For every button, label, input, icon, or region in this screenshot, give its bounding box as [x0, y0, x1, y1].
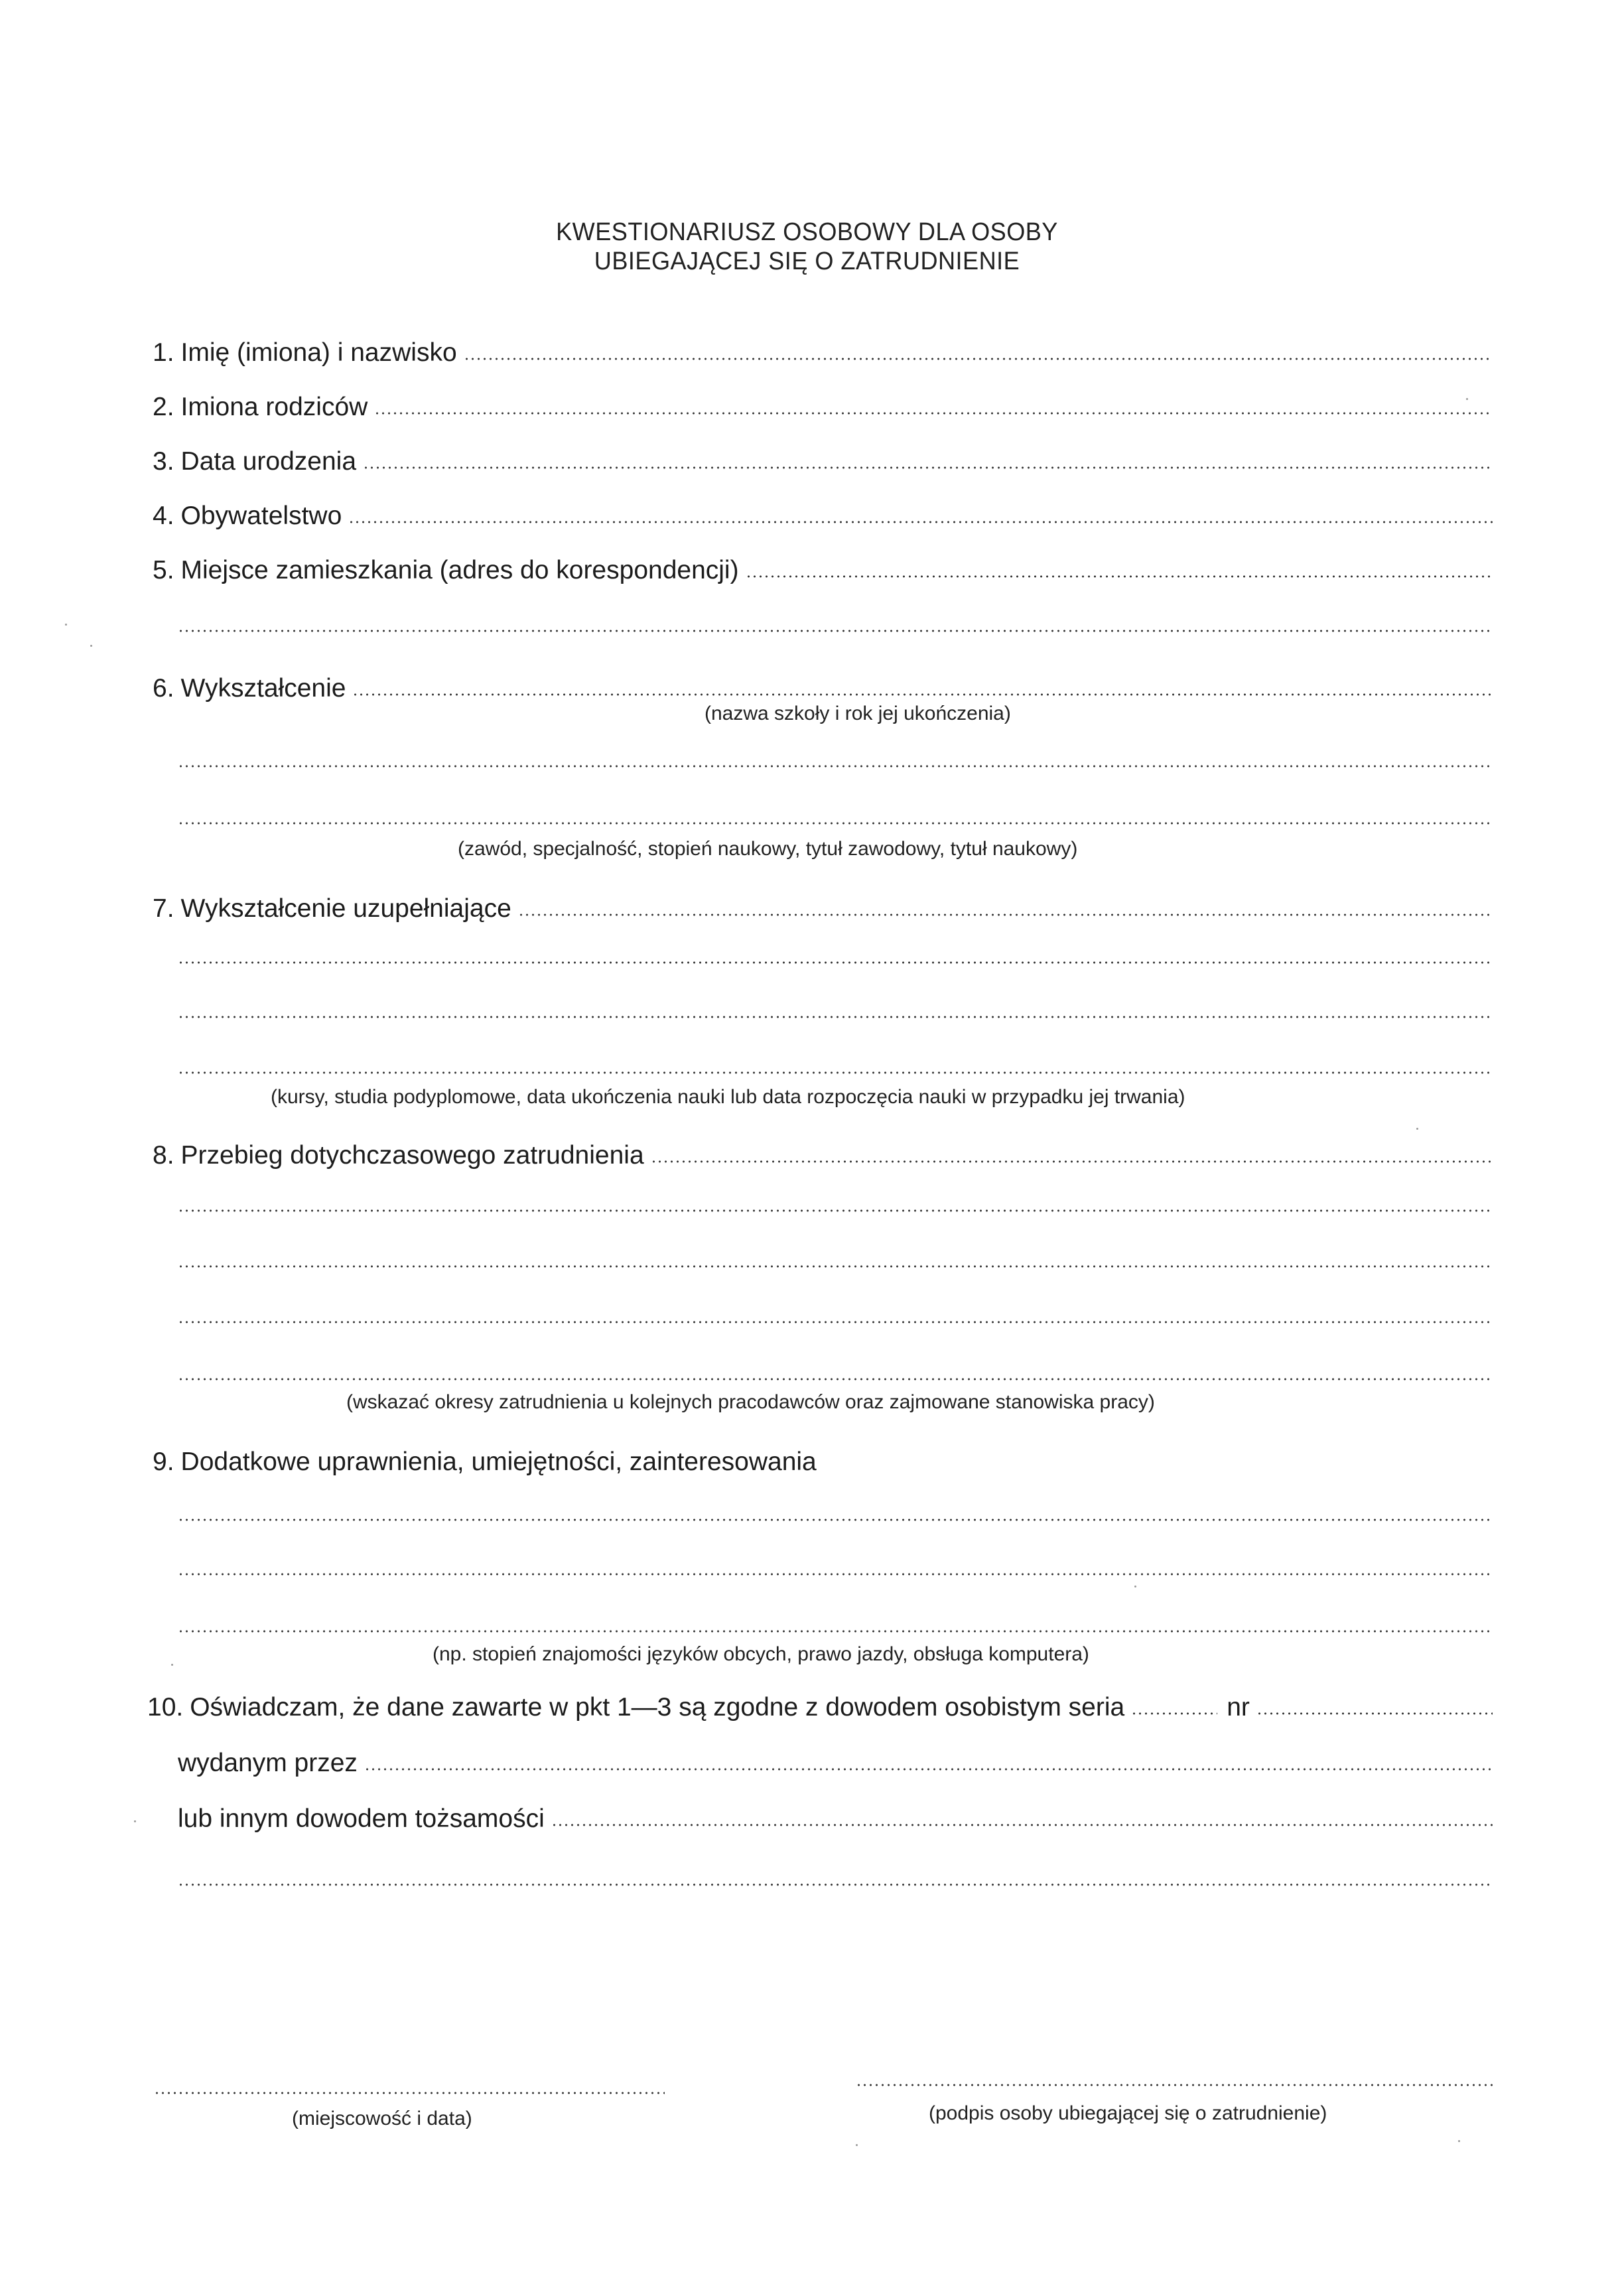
- field-full-name-label: 1. Imię (imiona) i nazwisko: [153, 338, 457, 367]
- other-id-line2[interactable]: [178, 1883, 1493, 1887]
- field-citizenship-label: 4. Obywatelstwo: [153, 502, 342, 530]
- field-employment-history: [153, 1136, 1493, 1170]
- scan-speck: [134, 1820, 136, 1822]
- id-series-input[interactable]: [1131, 1712, 1217, 1716]
- signature-input[interactable]: [856, 2083, 1493, 2087]
- field-other-id: [178, 1799, 1493, 1834]
- birth-date-input[interactable]: [363, 466, 1493, 470]
- education-hint-school: (nazwa szkoły i rok jej ukończenia): [705, 703, 1011, 724]
- supplementary-education-line2[interactable]: [178, 961, 1493, 965]
- id-number-input[interactable]: [1256, 1712, 1493, 1716]
- employment-history-line4[interactable]: [178, 1320, 1493, 1324]
- scan-speck: [1466, 398, 1468, 400]
- full-name-input[interactable]: [464, 357, 1493, 361]
- employment-history-input[interactable]: [651, 1160, 1493, 1164]
- field-birth-date-label: 3. Data urodzenia: [153, 447, 357, 476]
- field-declaration-label: 10. Oświadczam, że dane zawarte w pkt 1—3 są zgodne z dowodem osobistym seria: [147, 1693, 1125, 1722]
- field-address-label: 5. Miejsce zamieszkania (adres do korespondencji): [153, 556, 739, 584]
- field-education-label: 6. Wykształcenie: [153, 674, 346, 703]
- field-parents-names: [153, 387, 1493, 422]
- supplementary-education-line4[interactable]: [178, 1071, 1493, 1075]
- issued-by-input[interactable]: [364, 1767, 1493, 1771]
- education-input-line3[interactable]: [178, 821, 1493, 825]
- supplementary-education-input[interactable]: [518, 913, 1493, 917]
- address-input-line2[interactable]: [178, 629, 1493, 633]
- other-id-label: lub innym dowodem tożsamości: [178, 1804, 545, 1833]
- field-address: [153, 551, 1493, 585]
- scan-speck: [856, 2144, 858, 2146]
- parents-names-input[interactable]: [374, 411, 1493, 415]
- document-title-line2: UBIEGAJĄCEJ SIĘ O ZATRUDNIENIE: [594, 247, 1020, 275]
- scan-speck: [90, 645, 92, 647]
- education-input[interactable]: [352, 693, 1493, 697]
- field-parents-names-label: 2. Imiona rodziców: [153, 393, 368, 421]
- education-input-line2[interactable]: [178, 764, 1493, 768]
- employment-history-line5[interactable]: [178, 1377, 1493, 1381]
- employment-history-line2[interactable]: [178, 1209, 1493, 1213]
- field-education: [153, 669, 1493, 703]
- scan-speck: [1134, 1586, 1136, 1587]
- document-title-line1: KWESTIONARIUSZ OSOBOWY DLA OSOBY: [556, 218, 1058, 246]
- field-additional-skills-label: 9. Dodatkowe uprawnienia, umiejętności, zainteresowania: [153, 1448, 817, 1476]
- address-input[interactable]: [746, 574, 1493, 578]
- place-date-input[interactable]: [154, 2091, 665, 2095]
- supplementary-education-hint: (kursy, studia podyplomowe, data ukończenia nauki lub data rozpoczęcia nauki w przypadku jej trwania): [271, 1086, 1185, 1108]
- field-employment-history-label: 8. Przebieg dotychczasowego zatrudnienia: [153, 1141, 644, 1170]
- other-id-input[interactable]: [551, 1823, 1493, 1827]
- field-birth-date: [153, 442, 1493, 476]
- scan-speck: [1416, 1128, 1418, 1130]
- supplementary-education-line3[interactable]: [178, 1015, 1493, 1019]
- education-hint-profession: (zawód, specjalność, stopień naukowy, tytuł zawodowy, tytuł naukowy): [458, 838, 1078, 860]
- additional-skills-line2[interactable]: [178, 1572, 1493, 1576]
- field-citizenship: [153, 496, 1493, 531]
- field-declaration: [147, 1688, 1493, 1722]
- citizenship-input[interactable]: [348, 520, 1493, 524]
- field-full-name: [153, 333, 1493, 368]
- scan-speck: [1458, 2140, 1460, 2142]
- additional-skills-line1[interactable]: [178, 1518, 1493, 1522]
- scan-speck: [65, 624, 67, 626]
- field-issued-by: [178, 1743, 1493, 1778]
- additional-skills-hint: (np. stopień znajomości języków obcych, prawo jazdy, obsługa komputera): [433, 1643, 1089, 1665]
- field-supplementary-education-label: 7. Wykształcenie uzupełniające: [153, 894, 511, 923]
- id-number-label: nr: [1227, 1693, 1250, 1722]
- field-additional-skills: [153, 1442, 1493, 1477]
- employment-history-hint: (wskazać okresy zatrudnienia u kolejnych pracodawców oraz zajmowane stanowiska pracy): [346, 1391, 1155, 1413]
- additional-skills-line3[interactable]: [178, 1629, 1493, 1633]
- scan-speck: [171, 1664, 173, 1666]
- issued-by-label: wydanym przez: [178, 1749, 358, 1777]
- signature-hint: (podpis osoby ubiegającej się o zatrudnienie): [929, 2102, 1327, 2124]
- employment-history-line3[interactable]: [178, 1264, 1493, 1268]
- field-supplementary-education: [153, 889, 1493, 923]
- place-date-hint: (miejscowość i data): [292, 2108, 472, 2129]
